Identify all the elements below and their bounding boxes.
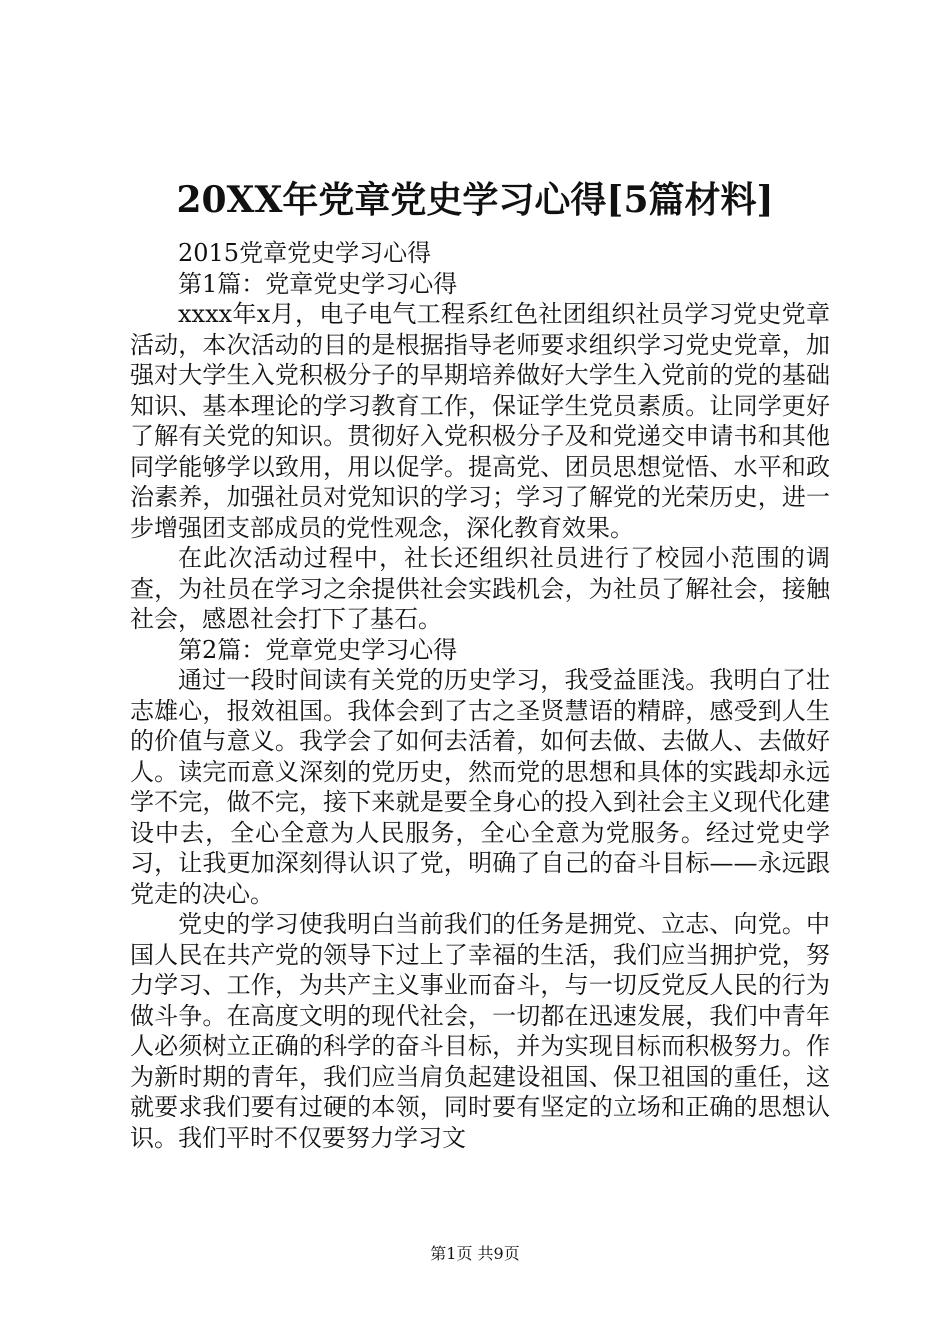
document-title: 20XX年党章党史学习心得[5篇材料] bbox=[176, 179, 774, 221]
section-heading-1: 第1篇：党章党史学习心得 bbox=[178, 269, 458, 298]
paragraph: xxxx年x月，电子电气工程系红色社团组织社员学习党史党章活动，本次活动的目的是根据指导老师要求组织学习党史党章，加强对大学生入党积极分子的早期培养做好大学生入党前的党的基础知识、基本理论的学习教育工作，保证学生党员素质。让同学更好了解有关党的知识。贯彻好入党积极分子及和党递交申请书和其他同学能够学以致用，用以促学。提高党、团员思想觉悟、水平和政治素养，加强社员对党知识的学习；学习了解党的光荣历史，进一步增强团支部成员的党性观念，深化教育效果。 bbox=[130, 300, 830, 542]
paragraph: 党史的学习使我明白当前我们的任务是拥党、立志、向党。中国人民在共产党的领导下过上了幸福的生活，我们应当拥护党，努力学习、工作，为共产主义事业而奋斗，与一切反党反人民的行为做斗争。在高度文明的现代社会，一切都在迅速发展，我们中青年人必须树立正确的科学的奋斗目标，并为实现目标而积极努力。作为新时期的青年，我们应当肩负起建设祖国、保卫祖国的重任，这就要求我们要有过硬的本领，同时要有坚定的立场和正确的思想认识。我们平时不仅要努力学习文 bbox=[130, 910, 830, 1152]
page-footer: 第1页 共9页 bbox=[430, 1244, 520, 1263]
paragraph-heading-2015: 2015党章党史学习心得 bbox=[178, 239, 432, 267]
paragraph: 在此次活动过程中，社长还组织社员进行了校园小范围的调查，为社员在学习之余提供社会实践机会，为社员了解社会，接触社会，感恩社会打下了基石。 bbox=[130, 544, 830, 633]
section-heading-2: 第2篇：党章党史学习心得 bbox=[178, 635, 458, 664]
document-body bbox=[130, 238, 830, 1153]
paragraph: 通过一段时间读有关党的历史学习，我受益匪浅。我明白了壮志雄心，报效祖国。我体会到了古之圣贤慧语的精辟，感受到人生的价值与意义。我学会了如何去活着，如何去做、去做人、去做好人。读完而意义深刻的党历史，然而党的思想和具体的实践却永远学不完，做不完，接下来就是要全身心的投入到社会主义现代化建设中去，全心全意为人民服务，全心全意为党服务。经过党史学习，让我更加深刻得认识了党，明确了自己的奋斗目标——永远跟党走的决心。 bbox=[130, 666, 830, 908]
